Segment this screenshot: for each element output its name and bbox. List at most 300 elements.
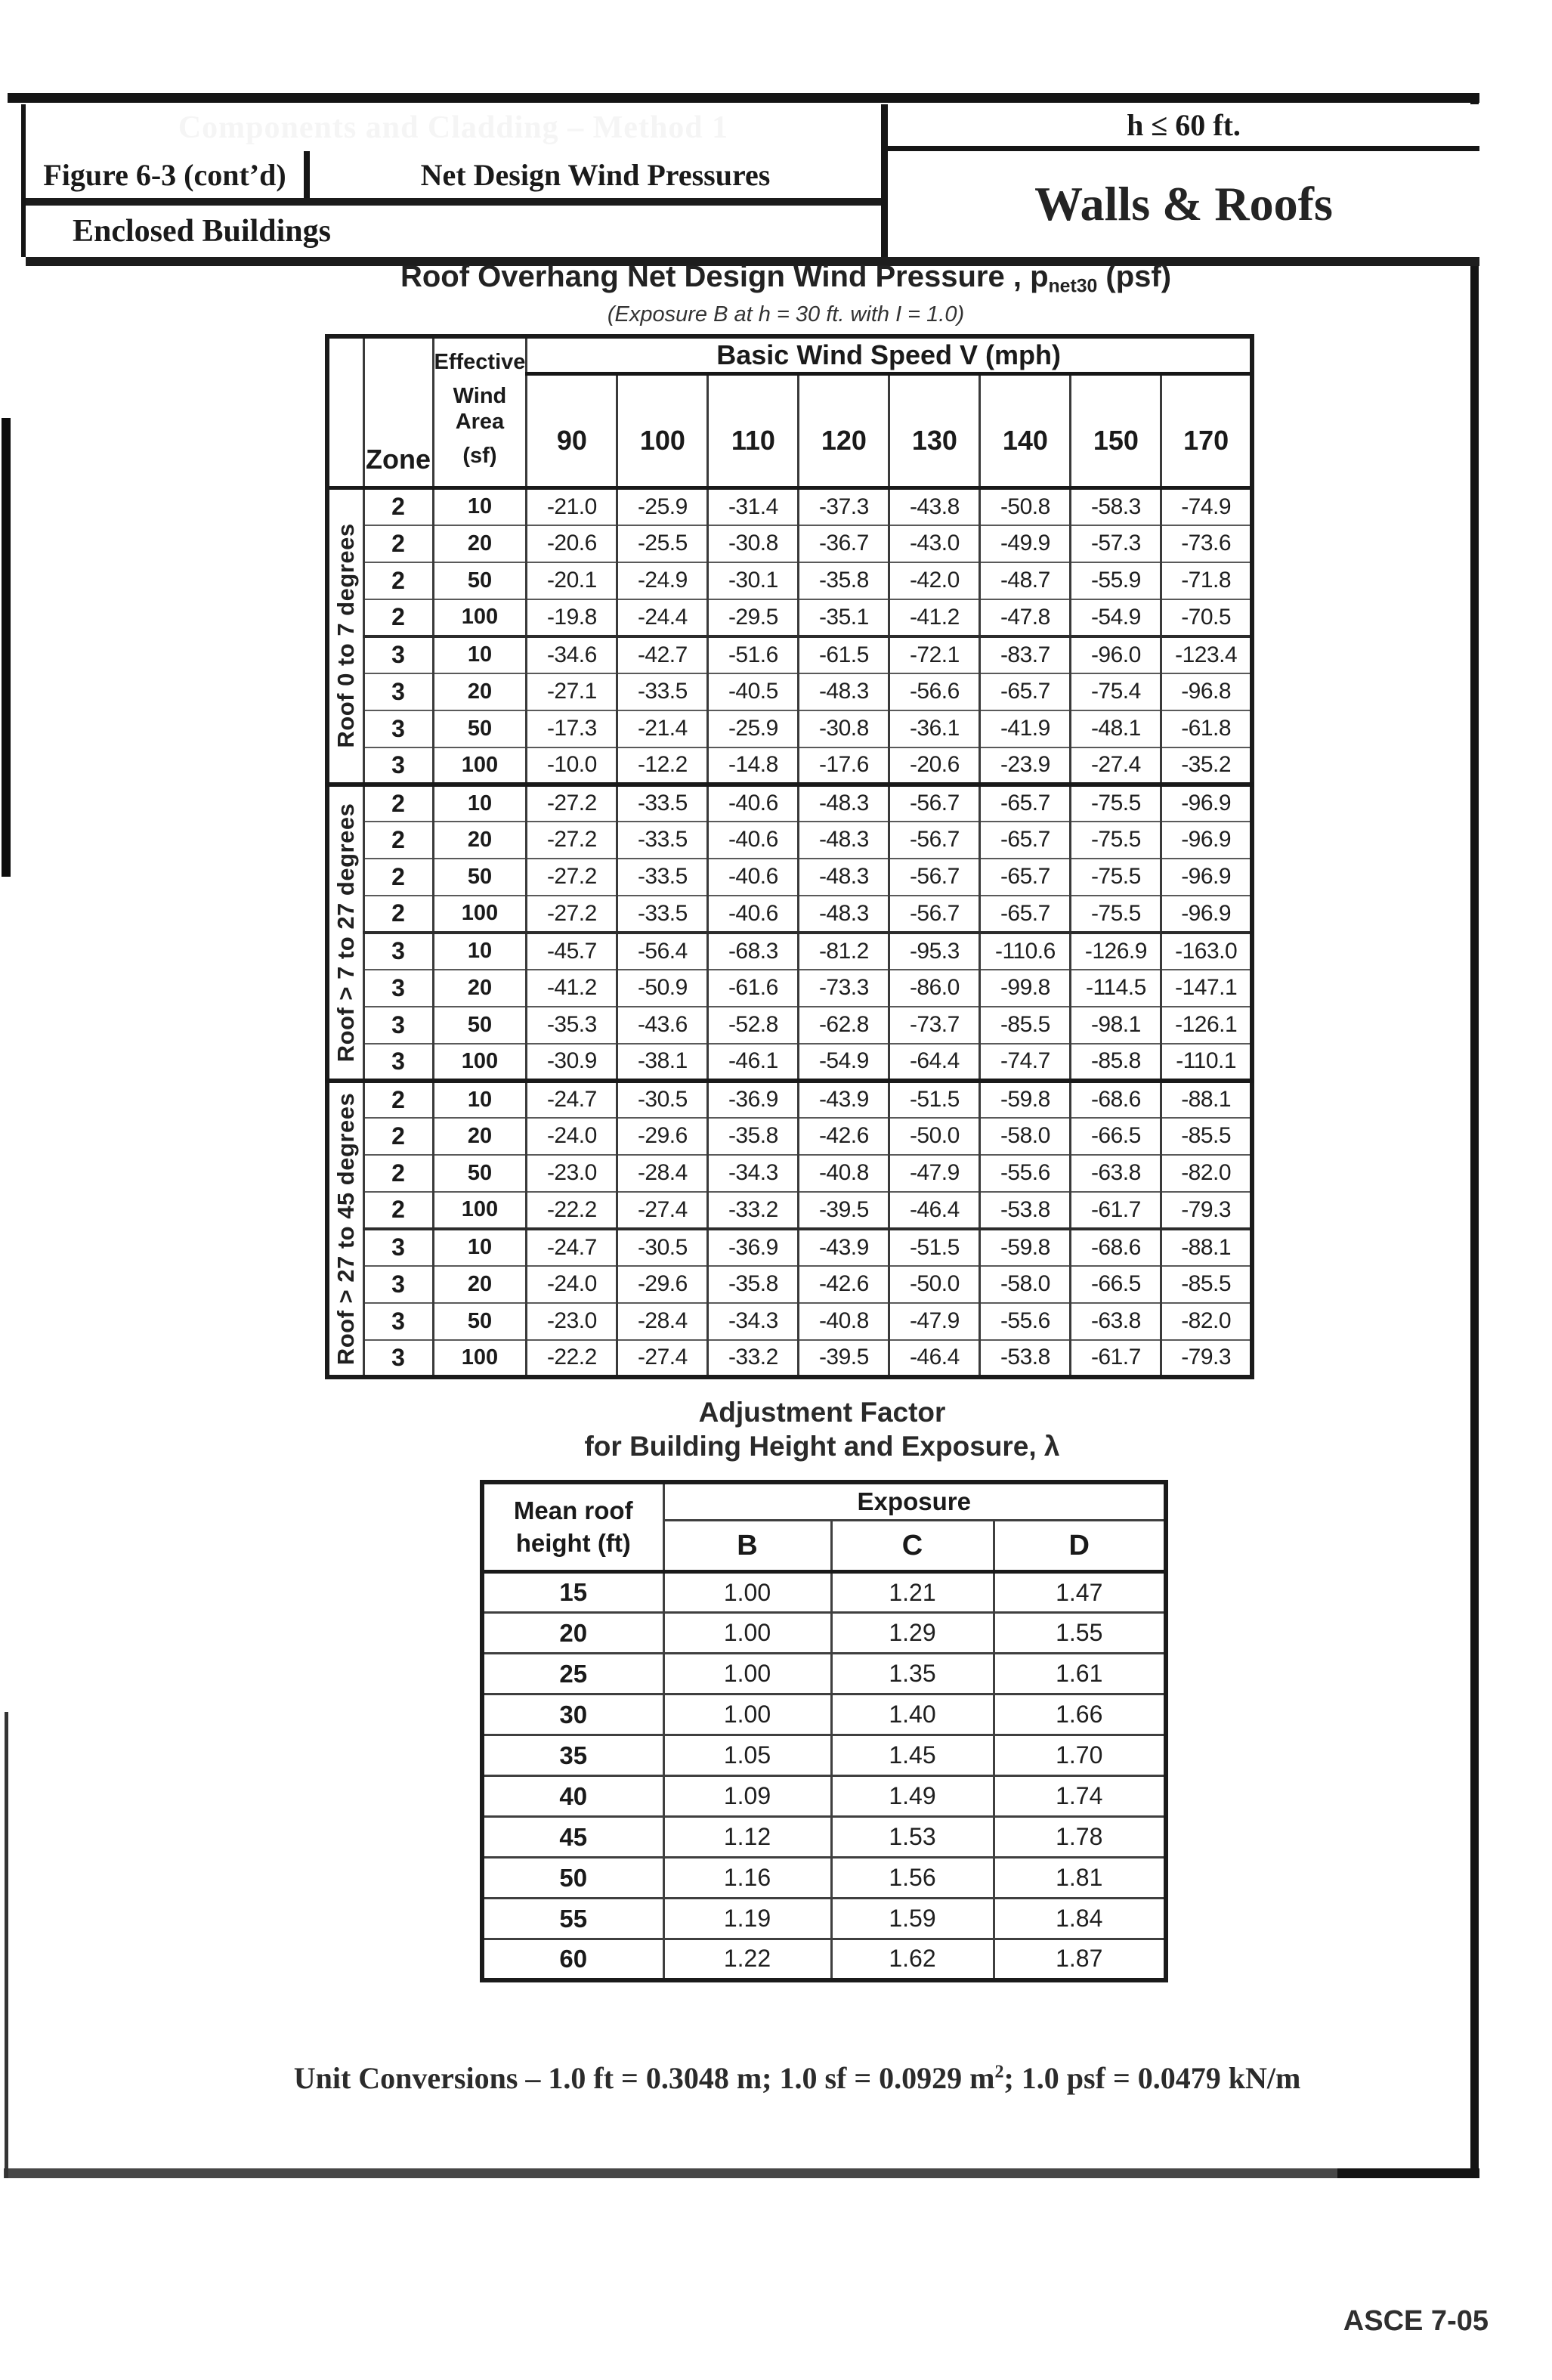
zone-column-header: Zone (363, 336, 433, 488)
pressure-value: -74.7 (980, 1044, 1071, 1081)
pressure-row (327, 1266, 1252, 1303)
pressure-row (327, 562, 1252, 599)
pressure-value: -88.1 (1161, 1081, 1252, 1118)
pressure-row (327, 785, 1252, 822)
pressure-value: -29.6 (617, 1118, 708, 1155)
adjustment-factor-value: 1.53 (831, 1817, 994, 1858)
effective-wind-area-value: 20 (433, 525, 527, 562)
adjustment-factor-value: 1.55 (994, 1613, 1166, 1654)
adjustment-row (482, 1817, 1166, 1858)
pressure-value: -42.0 (889, 562, 980, 599)
pressure-value: -85.8 (1071, 1044, 1161, 1081)
pressure-value: -48.1 (1071, 710, 1161, 747)
pressure-value: -29.6 (617, 1266, 708, 1303)
zone-value: 3 (363, 673, 433, 710)
pressure-value: -27.2 (527, 896, 617, 933)
pressure-value: -21.4 (617, 710, 708, 747)
pressure-value: -57.3 (1071, 525, 1161, 562)
zone-value: 2 (363, 1118, 433, 1155)
zone-value: 3 (363, 1340, 433, 1377)
figure-number-cell (26, 151, 304, 198)
unit-conversions-superscript: 2 (994, 2062, 1004, 2082)
effective-wind-area-value: 100 (433, 1340, 527, 1377)
pressure-value: -40.8 (799, 1155, 889, 1192)
frame-left-border-segment (2, 418, 11, 877)
pressure-value: -55.9 (1071, 562, 1161, 599)
adjustment-row (482, 1572, 1166, 1613)
pressure-value: -66.5 (1071, 1118, 1161, 1155)
pressure-value: -40.8 (799, 1303, 889, 1340)
pressure-value: -33.5 (617, 859, 708, 896)
roof-overhang-pressure-table (325, 334, 1254, 1379)
unit-conversions (117, 2060, 1477, 2096)
pressure-value: -23.0 (527, 1303, 617, 1340)
pressure-value: -30.5 (617, 1081, 708, 1118)
pressure-value: -41.2 (527, 970, 617, 1007)
mean-roof-height-value: 45 (482, 1817, 663, 1858)
pressure-value: -21.0 (527, 488, 617, 525)
pressure-row (327, 933, 1252, 970)
pressure-value: -20.1 (527, 562, 617, 599)
effective-wind-area-value: 10 (433, 1081, 527, 1118)
pressure-value: -27.4 (617, 1340, 708, 1377)
pressure-value: -40.6 (708, 859, 799, 896)
pressure-value: -123.4 (1161, 636, 1252, 673)
pressure-value: -82.0 (1161, 1303, 1252, 1340)
zone-value: 3 (363, 1303, 433, 1340)
pressure-value: -43.9 (799, 1229, 889, 1266)
pressure-value: -55.6 (980, 1155, 1071, 1192)
pressure-value: -56.7 (889, 859, 980, 896)
main-table-title-subscript: net30 (1048, 276, 1098, 297)
pressure-value: -79.3 (1161, 1192, 1252, 1229)
zone-value: 2 (363, 488, 433, 525)
pressure-value: -88.1 (1161, 1229, 1252, 1266)
adjustment-factor-value: 1.81 (994, 1858, 1166, 1899)
pressure-value: -96.0 (1071, 636, 1161, 673)
effective-wind-area-value: 50 (433, 859, 527, 896)
pressure-value: -61.7 (1071, 1340, 1161, 1377)
pressure-value: -59.8 (980, 1229, 1071, 1266)
pressure-value: -114.5 (1071, 970, 1161, 1007)
sf-unit-label: (sf) (462, 444, 497, 469)
roof-group-cell (327, 1081, 363, 1377)
pressure-value: -31.4 (708, 488, 799, 525)
mean-roof-height-value: 50 (482, 1858, 663, 1899)
mean-roof-height-value: 55 (482, 1899, 663, 1939)
zone-value: 2 (363, 822, 433, 859)
pressure-value: -74.9 (1161, 488, 1252, 525)
mean-roof-height-value: 15 (482, 1572, 663, 1613)
walls-roofs-label: Walls & Roofs (1034, 177, 1333, 231)
pressure-value: -55.6 (980, 1303, 1071, 1340)
pressure-value: -75.5 (1071, 859, 1161, 896)
pressure-value: -147.1 (1161, 970, 1252, 1007)
pressure-value: -96.8 (1161, 673, 1252, 710)
pressure-value: -98.1 (1071, 1007, 1161, 1044)
pressure-value: -50.8 (980, 488, 1071, 525)
pressure-value: -33.2 (708, 1192, 799, 1229)
pressure-value: -30.9 (527, 1044, 617, 1081)
zone-value: 2 (363, 859, 433, 896)
net-design-pressures-cell (310, 151, 881, 198)
pressure-value: -65.7 (980, 673, 1071, 710)
frame-right-border (1470, 93, 1479, 2178)
pressure-value: -34.3 (708, 1155, 799, 1192)
figure-header (21, 104, 1479, 257)
adjustment-factor-value: 1.62 (831, 1939, 994, 1980)
effective-wind-area-value: 10 (433, 1229, 527, 1266)
pressure-value: -41.2 (889, 599, 980, 636)
pressure-value: -27.2 (527, 785, 617, 822)
pressure-value: -40.6 (708, 822, 799, 859)
pressure-value: -58.0 (980, 1266, 1071, 1303)
mean-roof-label-line2: height (ft) (515, 1528, 631, 1557)
pressure-value: -40.5 (708, 673, 799, 710)
pressure-value: -63.8 (1071, 1155, 1161, 1192)
pressure-value: -25.9 (617, 488, 708, 525)
pressure-value: -56.6 (889, 673, 980, 710)
mean-roof-height-value: 30 (482, 1694, 663, 1735)
pressure-value: -41.9 (980, 710, 1071, 747)
main-table-body (327, 488, 1252, 1377)
zone-value: 3 (363, 933, 433, 970)
effective-wind-area-value: 20 (433, 1118, 527, 1155)
pressure-value: -33.2 (708, 1340, 799, 1377)
pressure-value: -52.8 (708, 1007, 799, 1044)
pressure-value: -50.0 (889, 1118, 980, 1155)
pressure-value: -53.8 (980, 1340, 1071, 1377)
effective-wind-area-value: 50 (433, 710, 527, 747)
pressure-value: -51.5 (889, 1081, 980, 1118)
adjustment-row (482, 1735, 1166, 1776)
mean-roof-height-value: 20 (482, 1613, 663, 1654)
adjustment-factor-value: 1.21 (831, 1572, 994, 1613)
pressure-value: -28.4 (617, 1303, 708, 1340)
effective-wind-area-value: 50 (433, 562, 527, 599)
wind-speed-column-header: 150 (1071, 374, 1161, 488)
zone-value: 3 (363, 710, 433, 747)
mean-roof-height-value: 35 (482, 1735, 663, 1776)
pressure-row (327, 1340, 1252, 1377)
pressure-value: -29.5 (708, 599, 799, 636)
pressure-value: -96.9 (1161, 859, 1252, 896)
pressure-value: -54.9 (799, 1044, 889, 1081)
pressure-value: -47.9 (889, 1155, 980, 1192)
effective-wind-area-value: 100 (433, 747, 527, 785)
pressure-value: -71.8 (1161, 562, 1252, 599)
effective-wind-area-value: 50 (433, 1303, 527, 1340)
pressure-value: -56.4 (617, 933, 708, 970)
pressure-value: -28.4 (617, 1155, 708, 1192)
pressure-value: -61.5 (799, 636, 889, 673)
adjustment-factor-value: 1.56 (831, 1858, 994, 1899)
pressure-value: -126.1 (1161, 1007, 1252, 1044)
pressure-value: -75.5 (1071, 896, 1161, 933)
exposure-column-header: D (994, 1521, 1166, 1572)
zone-value: 2 (363, 525, 433, 562)
pressure-row (327, 747, 1252, 785)
effective-wind-area-value: 10 (433, 785, 527, 822)
zone-value: 3 (363, 636, 433, 673)
adjustment-factor-table (480, 1480, 1168, 1982)
adjustment-factor-value: 1.61 (994, 1654, 1166, 1694)
pressure-value: -51.5 (889, 1229, 980, 1266)
pressure-value: -48.7 (980, 562, 1071, 599)
pressure-value: -53.8 (980, 1192, 1071, 1229)
pressure-value: -56.7 (889, 896, 980, 933)
pressure-value: -25.5 (617, 525, 708, 562)
effective-wind-area-value: 20 (433, 673, 527, 710)
effective-wind-area-value: 20 (433, 1266, 527, 1303)
pressure-value: -23.9 (980, 747, 1071, 785)
adjustment-title (369, 1395, 1275, 1463)
pressure-row (327, 1081, 1252, 1118)
wind-speed-column-header: 130 (889, 374, 980, 488)
pressure-value: -48.3 (799, 785, 889, 822)
enclosed-buildings-cell (26, 206, 881, 257)
pressure-value: -35.2 (1161, 747, 1252, 785)
zone-value: 2 (363, 599, 433, 636)
pressure-value: -43.9 (799, 1081, 889, 1118)
adjustment-factor-value: 1.16 (663, 1858, 831, 1899)
pressure-value: -14.8 (708, 747, 799, 785)
pressure-value: -43.0 (889, 525, 980, 562)
pressure-value: -40.6 (708, 785, 799, 822)
pressure-value: -73.7 (889, 1007, 980, 1044)
pressure-value: -45.7 (527, 933, 617, 970)
effective-wind-area-value: 50 (433, 1155, 527, 1192)
adjustment-factor-value: 1.70 (994, 1735, 1166, 1776)
pressure-value: -99.8 (980, 970, 1071, 1007)
frame-top-border (8, 93, 1479, 103)
adjustment-factor-value: 1.29 (831, 1613, 994, 1654)
adjustment-factor-value: 1.35 (831, 1654, 994, 1694)
pressure-value: -73.6 (1161, 525, 1252, 562)
pressure-value: -68.6 (1071, 1229, 1161, 1266)
pressure-value: -72.1 (889, 636, 980, 673)
pressure-value: -65.7 (980, 859, 1071, 896)
adjustment-title-line2: for Building Height and Exposure, λ (584, 1431, 1060, 1462)
figure-cell-divider (304, 151, 310, 198)
pressure-value: -83.7 (980, 636, 1071, 673)
pressure-row (327, 636, 1252, 673)
pressure-row (327, 1118, 1252, 1155)
mean-roof-height-value: 40 (482, 1776, 663, 1817)
pressure-value: -36.9 (708, 1081, 799, 1118)
pressure-value: -30.8 (708, 525, 799, 562)
pressure-value: -25.9 (708, 710, 799, 747)
pressure-row (327, 710, 1252, 747)
wind-speed-column-header: 110 (708, 374, 799, 488)
adjustment-row (482, 1654, 1166, 1694)
pressure-value: -22.2 (527, 1192, 617, 1229)
effective-wind-area-value: 100 (433, 1044, 527, 1081)
pressure-value: -39.5 (799, 1340, 889, 1377)
adjustment-title-line1: Adjustment Factor (698, 1397, 946, 1428)
adjustment-factor-value: 1.47 (994, 1572, 1166, 1613)
pressure-value: -35.1 (799, 599, 889, 636)
adjustment-factor-value: 1.59 (831, 1899, 994, 1939)
pressure-value: -47.9 (889, 1303, 980, 1340)
pressure-row (327, 1007, 1252, 1044)
zone-value: 3 (363, 1007, 433, 1044)
effective-wind-area-value: 50 (433, 1007, 527, 1044)
exposure-header: Exposure (663, 1482, 1166, 1521)
frame-bottom-border (4, 2168, 1479, 2178)
pressure-value: -48.3 (799, 673, 889, 710)
pressure-value: -56.7 (889, 822, 980, 859)
exposure-column-header: B (663, 1521, 831, 1572)
pressure-value: -24.7 (527, 1229, 617, 1266)
pressure-value: -95.3 (889, 933, 980, 970)
pressure-value: -58.3 (1071, 488, 1161, 525)
pressure-value: -49.9 (980, 525, 1071, 562)
adjustment-factor-value: 1.12 (663, 1817, 831, 1858)
effective-wind-area-header (433, 336, 527, 488)
mean-roof-height-value: 60 (482, 1939, 663, 1980)
pressure-value: -24.4 (617, 599, 708, 636)
wind-area-label: Wind Area (453, 384, 507, 434)
pressure-value: -24.7 (527, 1081, 617, 1118)
pressure-value: -85.5 (1161, 1266, 1252, 1303)
effective-wind-area-value: 100 (433, 1192, 527, 1229)
pressure-value: -24.0 (527, 1118, 617, 1155)
adjustment-factor-value: 1.66 (994, 1694, 1166, 1735)
pressure-row (327, 673, 1252, 710)
pressure-value: -126.9 (1071, 933, 1161, 970)
pressure-value: -24.9 (617, 562, 708, 599)
pressure-value: -42.6 (799, 1118, 889, 1155)
roof-group-label: Roof 0 to 7 degrees (332, 523, 359, 748)
wind-speed-column-header: 90 (527, 374, 617, 488)
adjustment-factor-value: 1.45 (831, 1735, 994, 1776)
pressure-value: -20.6 (527, 525, 617, 562)
pressure-value: -110.6 (980, 933, 1071, 970)
pressure-value: -75.5 (1071, 822, 1161, 859)
enclosed-buildings-label: Enclosed Buildings (73, 214, 331, 249)
adjustment-row (482, 1613, 1166, 1654)
adjustment-factor-value: 1.00 (663, 1654, 831, 1694)
pressure-value: -48.3 (799, 859, 889, 896)
pressure-value: -79.3 (1161, 1340, 1252, 1377)
adjustment-factor-value: 1.00 (663, 1572, 831, 1613)
pressure-row (327, 525, 1252, 562)
pressure-value: -68.6 (1071, 1081, 1161, 1118)
pressure-value: -85.5 (980, 1007, 1071, 1044)
zone-value: 2 (363, 562, 433, 599)
roof-group-cell (327, 488, 363, 785)
pressure-value: -34.6 (527, 636, 617, 673)
pressure-value: -70.5 (1161, 599, 1252, 636)
pressure-value: -61.7 (1071, 1192, 1161, 1229)
effective-wind-area-value: 20 (433, 822, 527, 859)
pressure-value: -36.7 (799, 525, 889, 562)
roof-group-label: Roof > 7 to 27 degrees (332, 803, 359, 1062)
zone-value: 2 (363, 785, 433, 822)
effective-wind-area-value: 100 (433, 896, 527, 933)
mean-roof-label-line1: Mean roof (513, 1496, 633, 1524)
document-reference: ASCE 7-05 (1343, 2305, 1489, 2337)
pressure-value: -35.8 (799, 562, 889, 599)
pressure-value: -36.1 (889, 710, 980, 747)
pressure-value: -17.3 (527, 710, 617, 747)
pressure-row (327, 1155, 1252, 1192)
pressure-value: -46.1 (708, 1044, 799, 1081)
roof-group-cell (327, 785, 363, 1081)
zone-value: 2 (363, 1192, 433, 1229)
mean-roof-height-header (482, 1482, 663, 1572)
pressure-value: -50.9 (617, 970, 708, 1007)
pressure-value: -27.2 (527, 822, 617, 859)
mean-roof-height-value: 25 (482, 1654, 663, 1694)
adjustment-row (482, 1858, 1166, 1899)
zone-value: 3 (363, 1266, 433, 1303)
pressure-row (327, 488, 1252, 525)
pressure-value: -30.5 (617, 1229, 708, 1266)
frame-left-border-lower-segment (5, 1712, 8, 2178)
pressure-row (327, 1303, 1252, 1340)
pressure-value: -33.5 (617, 822, 708, 859)
pressure-value: -43.6 (617, 1007, 708, 1044)
adjustment-table-body (482, 1572, 1166, 1980)
figure-number-label: Figure 6-3 (cont’d) (43, 157, 286, 192)
zone-value: 3 (363, 1229, 433, 1266)
pressure-value: -82.0 (1161, 1155, 1252, 1192)
pressure-value: -35.8 (708, 1118, 799, 1155)
pressure-value: -96.9 (1161, 822, 1252, 859)
adjustment-factor-value: 1.84 (994, 1899, 1166, 1939)
pressure-value: -46.4 (889, 1340, 980, 1377)
pressure-value: -39.5 (799, 1192, 889, 1229)
effective-wind-area-value: 100 (433, 599, 527, 636)
adjustment-factor-value: 1.87 (994, 1939, 1166, 1980)
pressure-value: -54.9 (1071, 599, 1161, 636)
pressure-value: -96.9 (1161, 896, 1252, 933)
adjustment-factor-value: 1.74 (994, 1776, 1166, 1817)
pressure-value: -86.0 (889, 970, 980, 1007)
pressure-value: -65.7 (980, 822, 1071, 859)
pressure-row (327, 1229, 1252, 1266)
pressure-value: -63.8 (1071, 1303, 1161, 1340)
pressure-value: -51.6 (708, 636, 799, 673)
basic-wind-speed-header: Basic Wind Speed V (mph) (527, 336, 1252, 374)
pressure-value: -35.3 (527, 1007, 617, 1044)
pressure-value: -85.5 (1161, 1118, 1252, 1155)
pressure-value: -36.9 (708, 1229, 799, 1266)
pressure-value: -81.2 (799, 933, 889, 970)
pressure-value: -27.4 (617, 1192, 708, 1229)
pressure-value: -61.6 (708, 970, 799, 1007)
adjustment-factor-value: 1.49 (831, 1776, 994, 1817)
pressure-row (327, 896, 1252, 933)
pressure-value: -34.3 (708, 1303, 799, 1340)
effective-wind-area-header-stack (434, 347, 526, 478)
pressure-value: -40.6 (708, 896, 799, 933)
pressure-value: -42.6 (799, 1266, 889, 1303)
pressure-value: -66.5 (1071, 1266, 1161, 1303)
pressure-value: -23.0 (527, 1155, 617, 1192)
adjustment-factor-value: 1.22 (663, 1939, 831, 1980)
pressure-value: -43.8 (889, 488, 980, 525)
pressure-value: -30.1 (708, 562, 799, 599)
unit-conversions-text: Unit Conversions – 1.0 ft = 0.3048 m; 1.0 sf = 0.0929 m (293, 2061, 995, 2095)
pressure-value: -24.0 (527, 1266, 617, 1303)
adjustment-factor-value: 1.05 (663, 1735, 831, 1776)
pressure-value: -68.3 (708, 933, 799, 970)
wind-speed-column-header: 140 (980, 374, 1071, 488)
pressure-value: -75.5 (1071, 785, 1161, 822)
